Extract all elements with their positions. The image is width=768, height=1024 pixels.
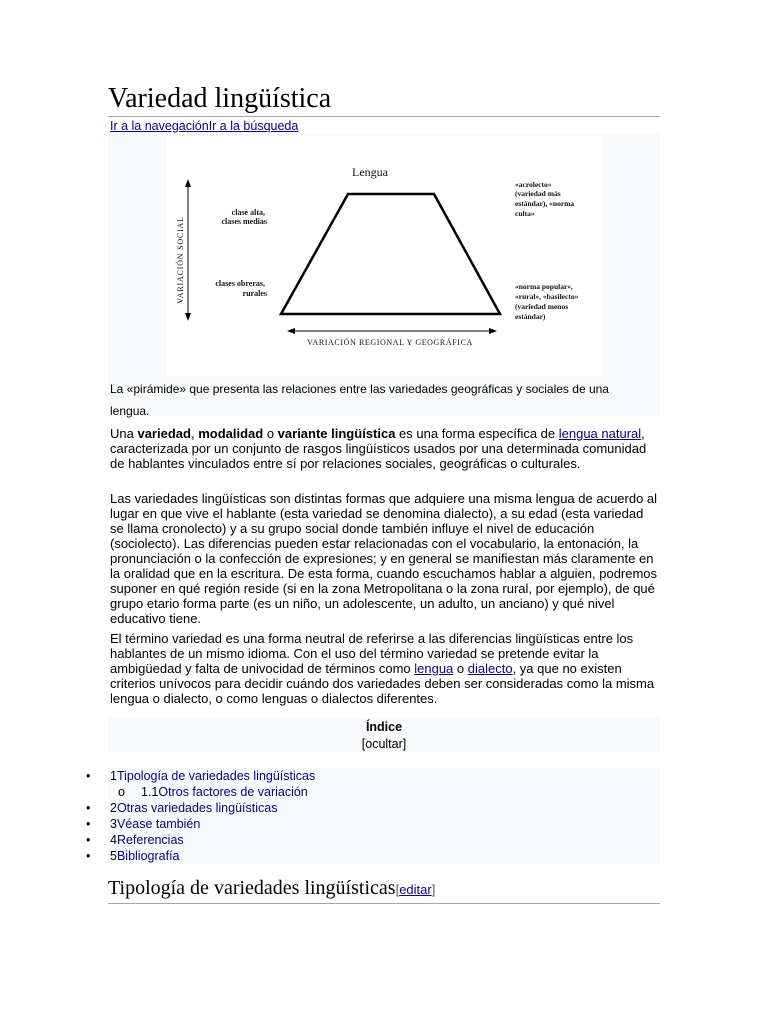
regional-axis-label: VARIACIÓN REGIONAL Y GEOGRÁFICA — [307, 338, 473, 347]
svg-text:clases obreras, rura — [215, 279, 267, 298]
bullet-icon: • — [86, 769, 91, 783]
toc-header — [108, 718, 660, 752]
right-lower-line: estándar) — [515, 312, 546, 321]
right-upper-line: (variedad más — [515, 189, 561, 198]
skip-to-search-link[interactable]: Ir a la búsqueda — [208, 119, 299, 133]
section-title-tipologia: Tipología de variedades lingüísticas[editar] — [108, 875, 660, 904]
intro-paragraph-2: Las variedades lingüísticas son distintas formas que adquiere una misma lengua de acuerdo al lugar en que vive el hablante (esta variedad se denomina dialecto), a su edad (esta variedad se llama cronolecto) y a su grupo social donde también influye el nivel de educación (sociolecto). Las diferencias pueden estar relacionadas con el vocabulario, la entonación, la pronunciación o la confección de expresiones; y en general se manifiestan más claramente en la oralidad que en la escritura. De esta forma, cuando escuchamos hablar a alguien, podremos suponer en qué región reside (si en la zona Metropolitana o la zona rural, por ejemplo), de qué grupo etario forma parte (es un niño, un adolescente, un adulto, un anciano) y qué nivel educativo tiene. — [110, 491, 658, 626]
toc-item[interactable]: • 4Referencias — [0, 832, 660, 848]
social-axis-arrow-up-icon — [185, 179, 191, 187]
link-lengua[interactable]: lengua — [414, 661, 454, 676]
toc-title: Índice — [365, 720, 403, 734]
toc-toggle[interactable]: [ocultar] — [361, 737, 407, 751]
right-lower-line: «rural», «basilecto» — [515, 292, 579, 301]
left-upper-line: clases medias — [221, 217, 267, 226]
toc-link[interactable]: Otras variedades lingüísticas — [116, 801, 278, 815]
bullet-icon: • — [86, 849, 91, 863]
regional-axis-arrow-right-icon — [489, 328, 497, 334]
right-upper-line: «acrolecto» — [515, 180, 552, 189]
skip-links — [110, 119, 298, 133]
right-upper-line: estándar), «norma — [515, 199, 575, 208]
toc-item[interactable]: • 1Tipología de variedades lingüísticas — [0, 768, 660, 784]
right-upper-line: culta» — [515, 209, 535, 218]
diagram-top-label: Lengua — [352, 165, 388, 179]
bullet-icon: • — [86, 801, 91, 815]
social-axis-label: VARIACIÓN SOCIAL — [176, 216, 185, 304]
bullet-icon: • — [86, 817, 91, 831]
left-upper-line: clase alta, — [231, 208, 265, 217]
pyramid-shape — [281, 194, 500, 314]
toc-link[interactable]: Referencias — [116, 833, 184, 847]
svg-text:«norma popular», «ru — [515, 282, 580, 321]
right-lower-line: «norma popular», — [515, 282, 573, 291]
left-lower-line: rurales — [242, 289, 267, 298]
figure-caption: La «pirámide» que presenta las relaciones entre las variedades geográficas y sociales de una lengua. — [110, 382, 609, 418]
svg-text:clase alta, clases m — [221, 208, 267, 226]
toc-link[interactable]: Véase también — [116, 817, 201, 831]
toc-item[interactable]: • 2Otras variedades lingüísticas — [0, 800, 660, 816]
toc-item[interactable]: • 3Véase también — [0, 816, 660, 832]
toc-link[interactable]: Bibliografía — [116, 849, 180, 863]
pyramid-diagram[interactable] — [167, 136, 603, 376]
toc-item[interactable]: o 1.1Otros factores de variación — [0, 784, 660, 800]
toc-item[interactable]: • 5Bibliografía — [0, 848, 660, 864]
svg-text:«acrolecto» (varieda — [515, 180, 576, 218]
edit-section-link-wrapper: [editar] — [395, 882, 436, 897]
edit-section-link[interactable]: editar — [399, 882, 432, 897]
social-axis-arrow-down-icon — [185, 313, 191, 321]
skip-to-navigation-link[interactable]: Ir a la navegación — [110, 119, 209, 133]
intro-paragraph-3: El término variedad es una forma neutral de referirse a las diferencias lingüísticas entre los hablantes de un mismo idioma. Con el uso del término variedad se pretende evitar la ambigüedad y falta de univocidad de términos como lengua o dialecto, ya que no existen criterios unívocos para decidir cuándo dos variedades deben ser consideradas como la misma lengua o dialecto, o como lenguas o dialectos diferentes. — [110, 631, 655, 706]
link-dialecto[interactable]: dialecto — [467, 661, 513, 676]
intro-paragraph-1: Una variedad, modalidad o variante lingüística es una forma específica de lengua natural, caracterizada por un conjunto de rasgos lingüísticos usados por una determinada comunidad de hablantes vinculados entre sí por relaciones sociales, geográficas o culturales. — [110, 426, 647, 471]
figure-box — [108, 134, 660, 416]
toc-link[interactable]: Tipología de variedades lingüísticas — [116, 769, 316, 783]
page-title: Variedad lingüística — [108, 82, 660, 117]
regional-axis-arrow-left-icon — [287, 328, 295, 334]
toc-list — [0, 768, 660, 864]
bullet-icon: o — [118, 785, 125, 799]
left-lower-line: clases obreras, — [215, 279, 265, 288]
toc-link[interactable]: Otros factores de variación — [158, 785, 308, 799]
bullet-icon: • — [86, 833, 91, 847]
right-lower-line: (variedad menos — [515, 302, 569, 311]
link-lengua-natural[interactable]: lengua natural — [558, 426, 642, 441]
